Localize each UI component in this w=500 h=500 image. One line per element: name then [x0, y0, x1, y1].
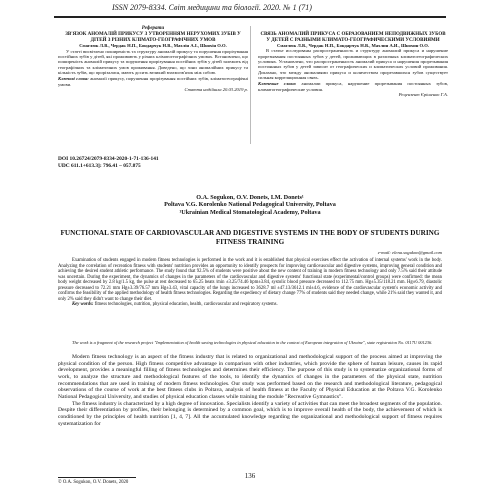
summary-right-authors: Смаглюк Л.В., Чердак Н.П., Бондарчук Н.В., Махлин А.И., Шнохин О.О. — [276, 43, 430, 49]
header-rule — [54, 16, 446, 18]
udc: UDC 611.1+613.3]: 796.41 – 057.875 — [58, 163, 141, 169]
summary-right-keywords-text: аномалии прикуса, нарушение прорезывания постоянных зубов, климатогеографические условия. — [258, 81, 449, 92]
article-identifiers — [58, 156, 159, 170]
copyright: © O.A. Sogukon, O.V. Donets, 2020 — [58, 480, 129, 485]
summary-right-keywords — [258, 81, 448, 92]
abstract-keywords-text: fitness technologies, nutrition, physical education, health, cardiovascular and respiratory systems. — [94, 302, 278, 307]
summary-left-title: ЗВ'ЯЗОК АНОМАЛІЙ ПРИКУСУ З УТВОРЕННЯМ НЕРУХОМИХ ЗУБІВ У ДІТЕЙ З РІЗНИХ КЛІМАТО-ГЕОГРАФІЧНИХ УМОВ — [65, 32, 241, 43]
summary-left-keywords — [58, 76, 248, 87]
affiliation-2: ¹Ukrainian Medical Stomatological Academy, Poltava — [179, 208, 321, 216]
summary-label: Реферати — [141, 26, 165, 31]
summary-right-reviewer: Рецензент Єрішенко Г.А. — [398, 91, 448, 97]
body-paragraph-2: The fitness industry is characterized by a high degree of innovation. Specialists identify a variety of activities that can meet the broadest segments of the population. Despite their differentiation by profiles, their belonging is determined by a common goal, which is to improve overall health of the body, the achievement of which is conditioned by the principles of health nutrition [1, 4, 7]. All the accumulated knowledge regarding the organizational and methodological support of fitness requires systematization for — [58, 400, 442, 427]
author-email: e-mail: elena.sogukon@gmail.com — [377, 250, 442, 255]
abstract-keywords — [58, 302, 442, 308]
summary-right-title: СВЯЗЬ АНОМАЛИЙ ПРИКУСА С ОБРАЗОВАНИЕМ НЕПОДВИЖНЫХ ЗУБОВ У ДЕТЕЙ С РАЗНЫМИ КЛИМАТО-ГЕОГРАФИЧЕСКИМИ УСЛОВИЯМИ — [260, 32, 446, 43]
summary-left-received: Стаття надійшла 20.03.2019 р. — [184, 86, 248, 92]
article-authors — [0, 194, 500, 216]
summary-right-text: В статье исследованы распространенность и структуру аномалий прикуса и нарушение прорезывания постоянных зубов у детей, проживающих в различных климатогеографических условиях. Установлено, что распространенность аномалий прикуса и нарушения прорезывания постоянных зубов у детей зависит от географических и климатических условий проживания. Доказано, что между аномалиями прикуса и количеством прорезавшихся зубов существует сильная корреляционная связь. — [258, 48, 448, 80]
article-body — [58, 354, 442, 427]
summary-left — [58, 26, 248, 92]
summary-right-keywords-label: Ключевые слова: — [258, 81, 297, 87]
column-divider — [250, 26, 251, 144]
summary-left-authors: Смаглюк Л.В., Чердак Н.П., Бондарчук Н.В., Махлін А.І., Шнохін О.О. — [79, 43, 227, 49]
abstract-text: Examination of students engaged in modern fitness technologies is performed in the work and it is established that physical exercises effect the activation of internal systems' work in the body. Analyzing the correlation of recreation fitness with students' nutrition provides an opportunity to identify prospects for improving cardiovascular and digestive systems, improving general condition and achieving the desired student athletic performance. The study found that 92.5% of students were positive about the new content of training in modern fitness technology and only 7.5% said their attitude was uncertain. During the experiment, the dynamics of changes in the parameters of the cardiovascular and digestive systems' functional state (experimental/control groups) were confirmed: the mean body weight decreased by 2.8 kg/1.5 kg, the pulse at rest decreased to 65.25 beats /min ±3.25/74.46 bpm±3.84, systolic blood pressure decreased to 112.75 mm. Hg±5.35/118.21 mm. Hg±6.79, diastolic pressure decreased to 72.21 mm Hg±3.39/76.57 mm Hg±3.43, vital capacity of the lungs increased to 3628.7 ml ±47.13/3612.1 ml±4.6, evidence of the cardiovascular system's economic activity and confirms the feasibility of the applied methodology of health fitness technologies. Regarding the expediency of dietary change 77% of students said they needed change, while 21% said they wanted it, and only 2% said they didn't want to change their diet. — [58, 258, 442, 302]
research-project-note — [58, 340, 442, 345]
doi: DOI 10.26724/2079-8334-2020-1-71-136-141 — [58, 156, 159, 162]
summary-right — [258, 26, 448, 97]
author-names: O.A. Sogukon, O.V. Donets, I.M. Donets¹ — [196, 194, 304, 201]
abstract-keywords-label: Key words: — [72, 302, 94, 307]
abstract — [58, 258, 442, 308]
research-project-note-text: The work is a fragment of the research project "Implementation of health saving technologies in physical education in the context of European integration of Ukraine", state registration No. 0117U 001236. — [72, 340, 433, 345]
page-number: 136 — [244, 472, 256, 480]
affiliation-1: Poltava V.G. Korolenko National Pedagogical University, Poltava — [164, 201, 336, 209]
article-title: FUNCTIONAL STATE OF CARDIOVASCULAR AND DIGESTIVE SYSTEMS IN THE BODY OF STUDENTS DURING FITNESS TRAINING — [60, 229, 440, 246]
footnote-rule — [58, 477, 136, 478]
body-paragraph-1: Modern fitness technology is an aspect of the fitness industry that is related to organizational and methodological support of the process aimed at improving the physical condition of the person. High fitness competitive advantage in comparison with other industries, which provide the sphere of human leisure, causes its rapid development, provides a meaningful filling of fitness technologies and determines their efficiency. The purpose of this study is to systematize organizational forms of work, to analyze the structure and methodological features of the tools, to identify the dynamics of changes in the parameters of the physical state, nutrition recommendations that are used in training of modern fitness technologies. Our study was performed based on the research and methodological literature, pedagogical observations of the course of work at the best fitness clubs in Poltava, analysis of health fitness at the Faculty of Physical Education at the Poltava V.G. Korolenko National Pedagogical University, and studies of physical education classes while training the module "Recreative Gymnastics". — [58, 354, 442, 400]
summary-left-keywords-label: Ключові слова: — [58, 76, 89, 82]
summary-left-keywords-text: аномалії прикусу, порушення прорізування постійних зубів, кліматогеографічні умови. — [58, 76, 249, 87]
summary-left-text: У статті висвітлено поширеність та структуру аномалій прикусу та порушення прорізування постійних зубів у дітей, які проживають у різних кліматогеографічних умовах. Встановлено, що поширеність аномалій прикусу та порушення прорізування постійних зубів у дітей залежить від географічних та кліматичних умов проживання. Доведено, що зони аномалійних прикусу та кількість зубів, що прорізалися, мають досить великий взаємозв'язок між собою. — [58, 48, 248, 75]
journal-header: ISSN 2079-8334. Світ медицини та біології. 2020. № 1 (71) — [112, 3, 312, 12]
